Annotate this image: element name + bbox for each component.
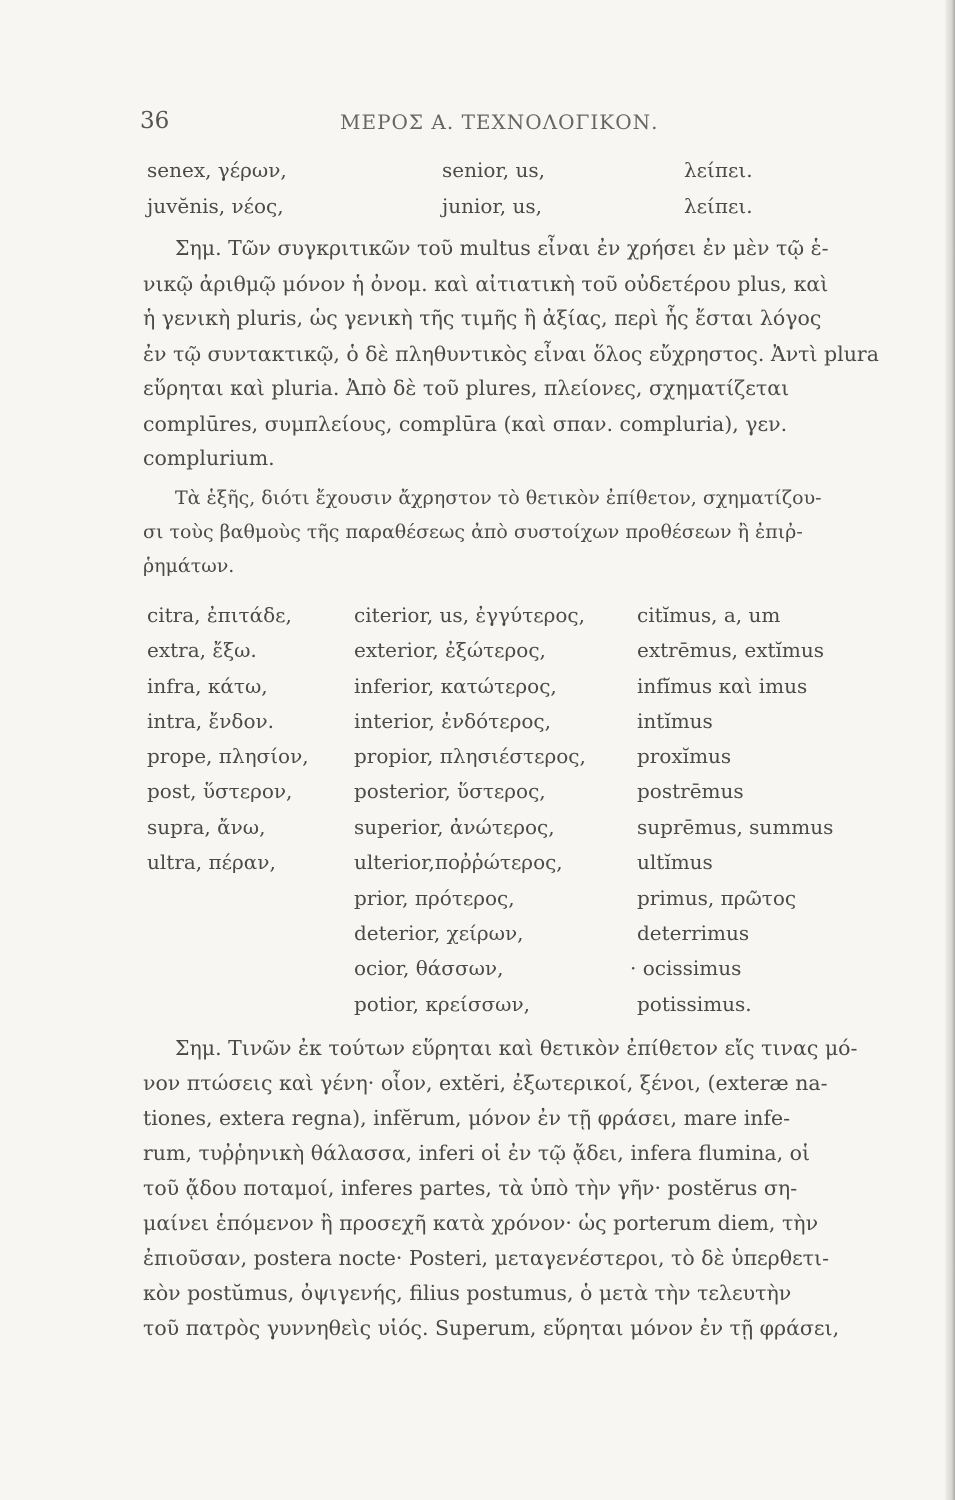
table-cell-comparative: prior, πρότερος,: [354, 886, 515, 910]
text-line: tiones, extera regna), infĕrum, μόνον ἐν τῇ φράσει, mare infe-: [143, 1106, 791, 1130]
text-line: σι τοὺς βαθμοὺς τῆς παραθέσεως ἀπὸ συστοίχων προθέσεων ἢ ἐπιῤ-: [143, 521, 803, 543]
page-edge-shadow: [945, 0, 955, 1500]
table-cell-superlative: potissimus.: [637, 992, 752, 1016]
table-cell-comparative: deterior, χείρων,: [354, 921, 524, 945]
table-cell-superlative: deterrimus: [637, 921, 750, 945]
table-cell-superlative: ultĭmus: [637, 850, 713, 874]
page-number: 36: [140, 108, 170, 134]
table-cell-preposition: post, ὕστερον,: [147, 779, 293, 803]
table-cell-comparative: posterior, ὕστερος,: [354, 779, 546, 803]
table-cell-superlative: suprēmus, summus: [637, 815, 834, 839]
table-cell-preposition: extra, ἔξω.: [147, 638, 257, 662]
page-header: [140, 108, 700, 142]
table-cell-comparative: citerior, us, ἐγγύτερος,: [354, 603, 585, 627]
table-cell-preposition: ultra, πέραν,: [147, 850, 276, 874]
table-cell-preposition: prope, πλησίον,: [147, 744, 309, 768]
text-line: Σημ. Τινῶν ἐκ τούτων εὕρηται καὶ θετικὸν ἐπίθετον εἴς τινας μό-: [175, 1036, 858, 1060]
table-cell-comparative: junior, us,: [442, 194, 542, 218]
text-line: Τὰ ἑξῆς, διότι ἔχουσιν ἄχρηστον τὸ θετικὸν ἐπίθετον, σχηματίζου-: [175, 487, 822, 509]
text-line: τοῦ ᾄδου ποταμοί, inferes partes, τὰ ὑπὸ τὴν γῆν· postĕrus ση-: [143, 1176, 798, 1200]
text-line: εὕρηται καὶ pluria. Ἀπὸ δὲ τοῦ plures, πλείονες, σχηματίζεται: [143, 376, 790, 400]
table-cell-comparative: senior, us,: [442, 158, 545, 182]
table-cell-preposition: infra, κάτω,: [147, 674, 268, 698]
table-cell-comparative: interior, ἐνδότερος,: [354, 709, 551, 733]
table-cell-comparative: inferior, κατώτερος,: [354, 674, 557, 698]
table-cell-positive: juvĕnis, νέος,: [147, 194, 284, 218]
text-line: rum, τυῤῥηνικὴ θάλασσα, inferi οἱ ἐν τῷ ᾄδει, infera flumina, οἱ: [143, 1141, 811, 1165]
table-cell-comparative: exterior, ἐξώτερος,: [354, 638, 546, 662]
table-cell-preposition: citra, ἐπιτάδε,: [147, 603, 292, 627]
table-cell-comparative: propior, πλησιέστερος,: [354, 744, 586, 768]
text-line: νικῷ ἀριθμῷ μόνον ἡ ὀνομ. καὶ αἰτιατικὴ τοῦ οὐδετέρου plus, καὶ: [143, 272, 829, 296]
text-line: κὸν postŭmus, ὀψιγενής, filius postumus, ὁ μετὰ τὴν τελευτὴν: [143, 1281, 792, 1305]
table-cell-preposition: intra, ἔνδον.: [147, 709, 275, 733]
table-cell-superlative: infĭmus καὶ imus: [637, 674, 808, 698]
table-cell-superlative: intĭmus: [637, 709, 713, 733]
table-cell-superlative: extrēmus, extĭmus: [637, 638, 825, 662]
text-line: τοῦ πατρὸς γυννηθεὶς υἱός. Superum, εὕρηται μόνον ἐν τῇ φράσει,: [143, 1316, 840, 1340]
text-line: ἐν τῷ συντακτικῷ, ὁ δὲ πληθυντικὸς εἶναι ὅλος εὔχρηστος. Ἀντὶ plura: [143, 342, 879, 366]
table-cell-preposition: supra, ἄνω,: [147, 815, 266, 839]
table-cell-positive: senex, γέρων,: [147, 158, 287, 182]
text-line: complūres, συμπλείους, complūra (καὶ σπαν. compluria), γεν.: [143, 412, 788, 436]
table-cell-superlative: citĭmus, a, um: [637, 603, 781, 627]
running-head: ΜΕΡΟΣ Α. ΤΕΧΝΟΛΟΓΙΚΟΝ.: [340, 110, 659, 134]
text-line: ἡ γενικὴ pluris, ὡς γενικὴ τῆς τιμῆς ἢ ἀξίας, περὶ ἧς ἔσται λόγος: [143, 306, 822, 330]
table-cell-comparative: ocior, θάσσων,: [354, 956, 504, 980]
table-cell-comparative: ulterior,ποῤῥώτερος,: [354, 850, 563, 874]
table-cell-superlative: postrēmus: [637, 779, 744, 803]
table-cell-superlative: proxĭmus: [637, 744, 732, 768]
table-cell-superlative: · ocissimus: [630, 956, 742, 980]
text-line: ῥημάτων.: [143, 555, 235, 577]
table-cell-comparative: superior, ἀνώτερος,: [354, 815, 555, 839]
table-cell-comparative: potior, κρείσσων,: [354, 992, 530, 1016]
text-line: Σημ. Τῶν συγκριτικῶν τοῦ multus εἶναι ἐν χρήσει ἐν μὲν τῷ ἑ-: [175, 236, 829, 260]
table-cell-superlative: λείπει.: [684, 194, 753, 218]
text-line: ἐπιοῦσαν, postera nocte· Posteri, μεταγενέστεροι, τὸ δὲ ὑπερθετι-: [143, 1246, 829, 1270]
table-cell-superlative: primus, πρῶτος: [637, 886, 797, 910]
text-line: μαίνει ἑπόμενον ἢ προσεχῆ κατὰ χρόνον· ὡς porterum diem, τὴν: [143, 1211, 819, 1235]
text-line: complurium.: [143, 446, 275, 470]
text-line: νον πτώσεις καὶ γένη· οἷον, extĕri, ἐξωτερικοί, ξένοι, (exteræ na-: [143, 1071, 828, 1095]
table-cell-superlative: λείπει.: [684, 158, 753, 182]
